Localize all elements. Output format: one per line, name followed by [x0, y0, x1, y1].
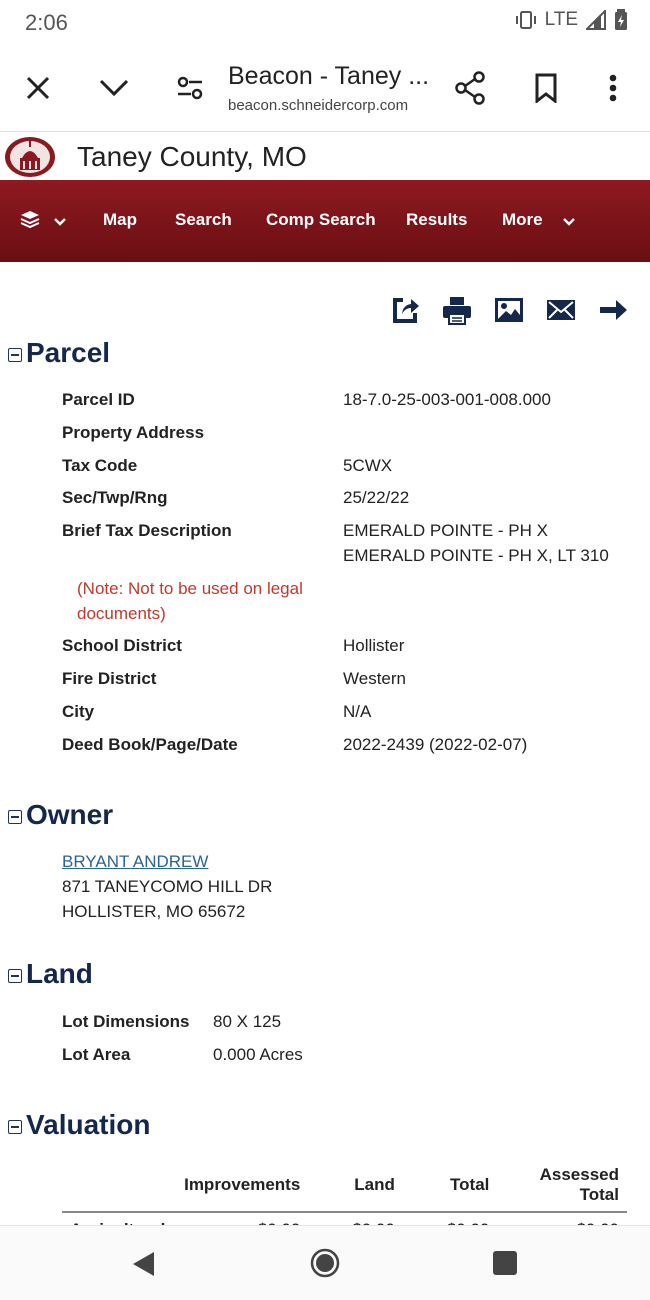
chevron-down-icon [54, 213, 66, 231]
lot-dimensions-value: 80 X 125 [213, 1012, 282, 1031]
site-title[interactable]: Taney County, MO [77, 141, 307, 172]
lot-area-label: Lot Area [62, 1045, 131, 1064]
main-nav [0, 180, 650, 262]
table-header-row [62, 1163, 627, 1212]
browser-url[interactable]: beacon.schneidercorp.com [228, 97, 409, 114]
status-icons [515, 9, 628, 31]
lot-area-value: 0.000 Acres [213, 1045, 303, 1064]
valuation-section-header[interactable] [8, 1109, 150, 1141]
export-icon[interactable] [390, 295, 420, 325]
nav-results[interactable]: Results [406, 210, 468, 229]
lot-dimensions-label: Lot Dimensions [62, 1012, 190, 1031]
owner-section-header[interactable] [8, 799, 113, 831]
layers-menu-button[interactable] [20, 210, 66, 233]
email-icon[interactable] [546, 295, 576, 325]
column-header [62, 1163, 173, 1212]
status-time: 2:06 [25, 10, 68, 35]
fire-district-value: Western [343, 669, 406, 688]
share-icon[interactable] [452, 70, 488, 106]
legal-note: (Note: Not to be used on legal documents) [77, 579, 303, 623]
tax-description-label: Brief Tax Description [62, 521, 232, 540]
status-bar [0, 0, 650, 46]
nav-more[interactable] [502, 210, 575, 231]
browser-tab-title[interactable]: Beacon - Taney ... [228, 62, 430, 90]
column-header-assessed-total: Assessed Total [497, 1163, 627, 1212]
next-arrow-icon[interactable] [598, 295, 628, 325]
column-header-total: Total [403, 1163, 498, 1212]
deed-label: Deed Book/Page/Date [62, 735, 238, 754]
more-vert-icon[interactable] [600, 70, 626, 106]
city-label: City [62, 702, 95, 721]
site-header [0, 133, 650, 180]
tax-description-value: EMERALD POINTE - PH X EMERALD POINTE - PH X, LT 310 [343, 521, 609, 565]
land-section-header[interactable] [8, 958, 93, 990]
chevron-down-icon [563, 211, 575, 231]
system-nav-bar [0, 1225, 650, 1300]
print-icon[interactable] [442, 295, 472, 325]
report-actions [390, 295, 628, 325]
nav-map[interactable]: Map [103, 210, 137, 229]
collapse-toggle-icon[interactable] [8, 348, 22, 362]
deed-value: 2022-2439 (2022-02-07) [343, 735, 528, 754]
browser-toolbar [0, 46, 650, 132]
layers-icon [20, 210, 40, 233]
chevron-down-icon[interactable] [96, 72, 132, 104]
tax-code-label: Tax Code [62, 456, 138, 475]
sec-twp-rng-label: Sec/Twp/Rng [62, 488, 168, 507]
collapse-toggle-icon[interactable] [8, 1120, 22, 1134]
owner-address-line2: HOLLISTER, MO 65672 [62, 902, 246, 921]
fire-district-label: Fire District [62, 669, 157, 688]
image-icon[interactable] [494, 295, 524, 325]
county-seal-logo[interactable] [4, 136, 56, 178]
recents-icon[interactable] [492, 1250, 518, 1281]
signal-icon [586, 10, 606, 30]
column-header-land: Land [308, 1163, 403, 1212]
network-type: LTE [544, 9, 578, 30]
parcel-section-header[interactable] [8, 337, 110, 369]
collapse-toggle-icon[interactable] [8, 810, 22, 824]
parcel-id-label: Parcel ID [62, 390, 135, 409]
bookmark-icon[interactable] [530, 70, 562, 106]
owner-address-line1: 871 TANEYCOMO HILL DR [62, 877, 273, 896]
home-icon[interactable] [310, 1248, 340, 1283]
tax-code-value: 5CWX [343, 456, 393, 475]
owner-heading: Owner [26, 799, 114, 830]
valuation-heading: Valuation [26, 1109, 151, 1140]
city-value: N/A [343, 702, 372, 721]
owner-name-link[interactable]: BRYANT ANDREW [62, 852, 209, 871]
close-icon[interactable] [22, 72, 54, 104]
parcel-id-value: 18-7.0-25-003-001-008.000 [343, 390, 551, 409]
nav-more-label: More [502, 210, 543, 229]
nav-search[interactable]: Search [175, 210, 232, 229]
collapse-toggle-icon[interactable] [8, 969, 22, 983]
battery-icon [614, 9, 628, 31]
school-district-label: School District [62, 636, 182, 655]
column-header-improvements: Improvements [173, 1163, 308, 1212]
property-address-label: Property Address [62, 423, 205, 442]
back-icon[interactable] [130, 1250, 156, 1283]
parcel-heading: Parcel [26, 337, 111, 368]
land-heading: Land [26, 958, 93, 989]
vibrate-icon [515, 11, 537, 29]
nav-comp-search[interactable]: Comp Search [266, 210, 376, 229]
page-settings-icon[interactable] [174, 72, 206, 104]
sec-twp-rng-value: 25/22/22 [343, 488, 410, 507]
school-district-value: Hollister [343, 636, 405, 655]
